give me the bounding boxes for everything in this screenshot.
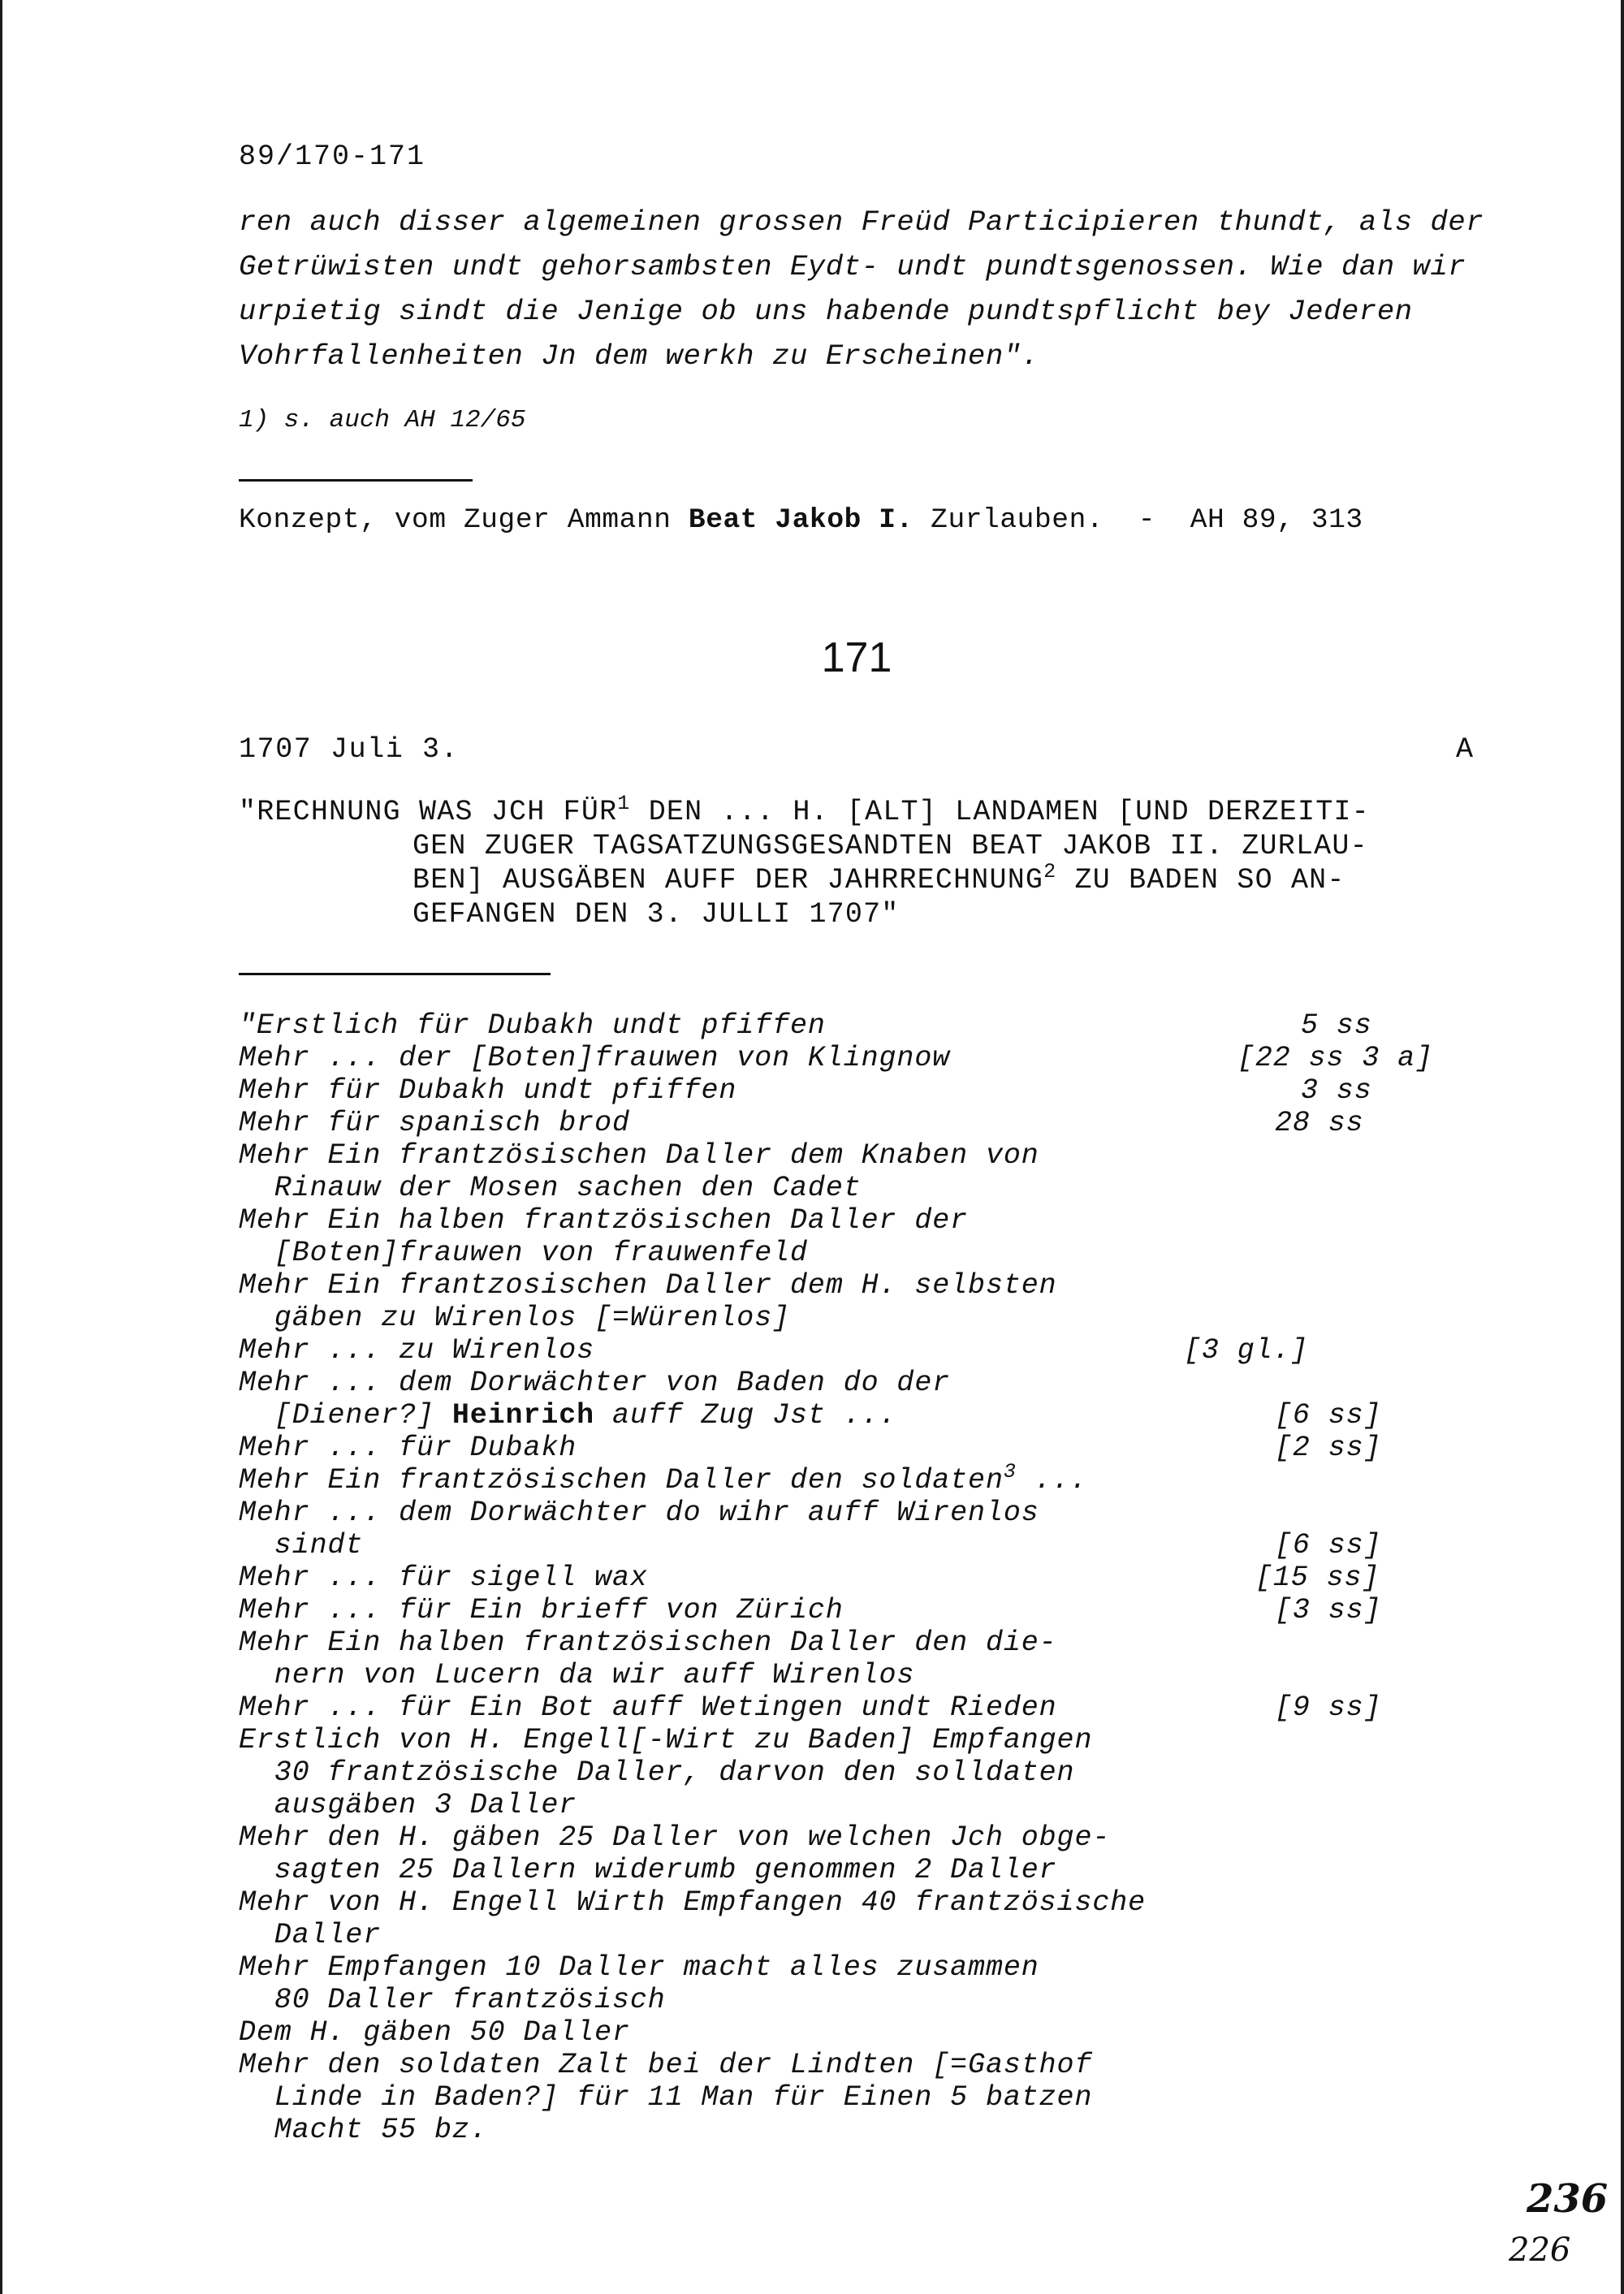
entry-amount: [6 ss] [1275,1399,1382,1432]
entry-line: Mehr ... für sigell wax [239,1562,648,1594]
title-line-1a: "RECHNUNG WAS JCH FÜR [239,796,618,828]
title-footnote-1: 1 [617,792,631,815]
entry-line: Mehr für spanisch brod [239,1107,630,1139]
entry-amount: [9 ss] [1275,1691,1382,1724]
entry-text: [Diener?] [239,1399,452,1432]
entry-bold-name: Heinrich [451,1399,595,1432]
entry-amount: [2 ss] [1275,1432,1382,1464]
entry-line: Linde in Baden?] für 11 Man für Einen 5 batzen [239,2081,1093,2114]
footnote-rule [239,479,473,482]
entry-line: Mehr den H. gäben 25 Daller von welchen Jch obge- [239,1821,1111,1854]
intro-line-2: Getrüwisten undt gehorsambsten Eydt- undt pundtsgenossen. Wie dan wir [239,250,1466,283]
handwritten-page-number-a: 236 [1527,2176,1609,2222]
entry-line: [Boten]frauwen von frauwenfeld [239,1237,808,1269]
entry-line: 80 Daller frantzösisch [239,1984,666,2016]
title-line-4: GEFANGEN DEN 3. JULLI 1707" [412,898,900,931]
title-line-3 [412,860,1345,896]
scan-edge-right [1621,0,1624,2294]
entry-line: Dem H. gäben 50 Daller [239,2016,630,2049]
document-letter: A [1456,733,1474,766]
entry-line: ausgäben 3 Daller [239,1789,577,1821]
entry-line: Rinauw der Mosen sachen den Cadet [239,1172,862,1204]
handwritten-page-number-b: 226 [1509,2231,1571,2269]
footnote: 1) s. auch AH 12/65 [239,406,526,434]
title-line-1 [239,792,1370,828]
entry-amount: 5 ss [1301,1009,1372,1042]
title-line-1b: DEN ... H. [ALT] LANDAMEN [UND DERZEITI- [630,796,1370,828]
entry-amount: 3 ss [1301,1074,1372,1107]
entry-line: Mehr ... der [Boten]frauwen von Klingnow [239,1042,951,1074]
scan-edge-left [0,0,2,2294]
konzept-line [239,504,1363,536]
entry-line: sagten 25 Dallern widerumb genommen 2 Daller [239,1854,1057,1886]
page-reference: 89/170-171 [239,140,426,173]
entry-line: Mehr Ein halben frantzösischen Daller der [239,1204,969,1237]
document-number: 171 [821,634,892,681]
entry-line: Mehr ... zu Wirenlos [239,1334,595,1367]
entry-line: Macht 55 bz. [239,2114,488,2146]
entry-line: Mehr ... für Ein brieff von Zürich [239,1594,844,1627]
entry-line: Mehr für Dubakh undt pfiffen [239,1074,737,1107]
title-line-3b: ZU BADEN SO AN- [1056,864,1345,896]
entry-text-after: auff Zug Jst ... [594,1399,897,1432]
entry-line: Mehr Empfangen 10 Daller macht alles zusammen [239,1951,1039,1984]
entry-line: Mehr Ein halben frantzösischen Daller den die- [239,1627,1057,1659]
entry-text-after: ... [1016,1464,1088,1497]
entry-line: Mehr Ein frantzosischen Daller dem H. selbsten [239,1269,1057,1302]
entry-line: Mehr ... für Dubakh [239,1432,577,1464]
document-date: 1707 Juli 3. [239,733,460,766]
entry-footnote-3: 3 [1003,1460,1017,1484]
entry-line: gäben zu Wirenlos [=Würenlos] [239,1302,791,1334]
konzept-before: Konzept, vom Zuger Ammann [239,504,689,536]
entry-line: Mehr Ein frantzösischen Daller dem Knaben von [239,1139,1039,1172]
entry-amount: [6 ss] [1275,1529,1382,1562]
entry-text: Mehr Ein frantzösischen Daller den soldaten [239,1464,1004,1497]
entry-line: nern von Lucern da wir auff Wirenlos [239,1659,915,1691]
title-line-3a: BEN] AUSGÄBEN AUFF DER JAHRRECHNUNG [412,864,1044,896]
entry-amount: [3 ss] [1275,1594,1382,1627]
entry-amount: [22 ss 3 a] [1237,1042,1433,1074]
entry-line: Mehr den soldaten Zalt bei der Lindten [=Gasthof [239,2049,1093,2081]
konzept-bold-name: Beat Jakob I. [688,504,914,536]
entry-amount: [3 gl.] [1184,1334,1309,1367]
intro-line-1: ren auch disser algemeinen grossen Freüd Participieren thundt, als der [239,205,1484,239]
entry-line [239,1399,896,1432]
entry-line: sindt [239,1529,364,1562]
entry-line: 30 frantzösische Daller, darvon den solldaten [239,1756,1075,1789]
konzept-after: Zurlauben. - AH 89, 313 [913,504,1363,536]
entry-line: Mehr ... für Ein Bot auff Wetingen undt Rieden [239,1691,1057,1724]
entry-amount: 28 ss [1275,1107,1364,1139]
entry-amount: [15 ss] [1255,1562,1380,1594]
title-rule [239,973,551,975]
entry-line: Mehr von H. Engell Wirth Empfangen 40 frantzösische [239,1886,1147,1919]
entry-line: "Erstlich für Dubakh undt pfiffen [239,1009,826,1042]
intro-line-3: urpietig sindt die Jenige ob uns habende pundtspflicht bey Jederen [239,295,1413,328]
entry-line: Mehr ... dem Dorwächter von Baden do der [239,1367,951,1399]
entry-line [239,1460,1088,1497]
entry-line: Erstlich von H. Engell[-Wirt zu Baden] Empfangen [239,1724,1093,1756]
entry-line: Daller [239,1919,382,1951]
title-footnote-2: 2 [1043,860,1057,883]
title-line-2: GEN ZUGER TAGSATZUNGSGESANDTEN BEAT JAKOB II. ZURLAU- [412,830,1368,862]
entry-line: Mehr ... dem Dorwächter do wihr auff Wirenlos [239,1497,1039,1529]
intro-line-4: Vohrfallenheiten Jn dem werkh zu Erscheinen". [239,339,1039,373]
